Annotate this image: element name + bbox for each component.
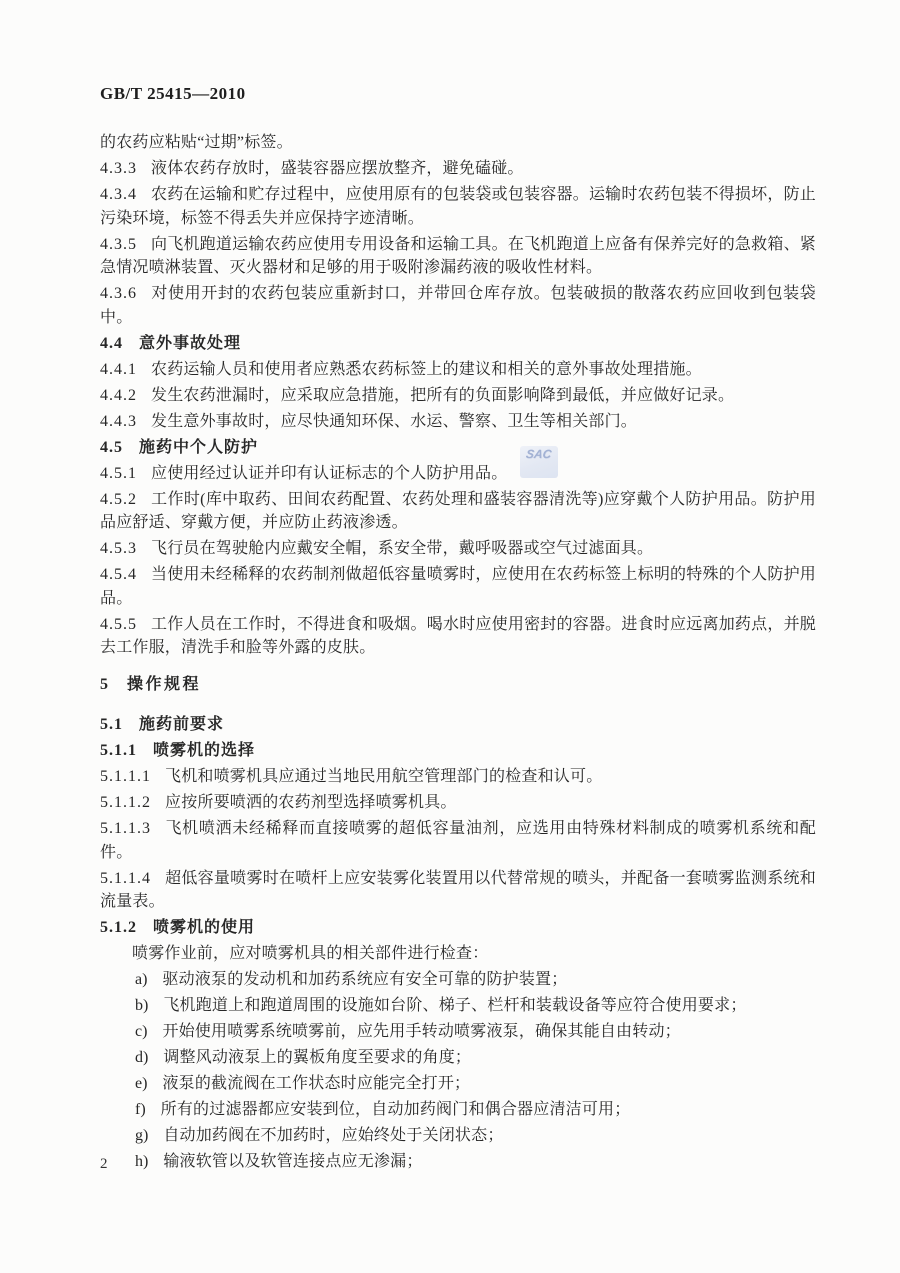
clause-number: h) — [135, 1153, 149, 1170]
clause-paragraph — [100, 131, 816, 155]
clause-text: 工作时(库中取药、田间农药配置、农药处理和盛装容器清洗等)应穿戴个人防护用品。防护用品应舒适、穿戴方便，并应防止药液渗透。 — [100, 490, 816, 531]
clause-text: 飞机跑道上和跑道周围的设施如台阶、梯子、栏杆和装载设备等应符合使用要求； — [163, 997, 747, 1014]
clause-text: 飞机喷洒未经稀释而直接喷雾的超低容量油剂，应选用由特殊材料制成的喷雾机系统和配件。 — [100, 820, 816, 861]
clause-number: 4.4.1 — [100, 360, 137, 378]
clause-number: 5.1.1.4 — [100, 869, 151, 887]
clause-text: 应按所要喷洒的农药剂型选择喷雾机具。 — [165, 794, 457, 811]
clause-number: 4.3.3 — [100, 160, 137, 177]
clause-paragraph — [100, 233, 816, 280]
clause-number: d) — [135, 1049, 149, 1066]
clause-paragraph — [100, 410, 816, 434]
clause-number: 5 — [100, 675, 109, 693]
clause-text: 所有的过滤器都应安装到位，自动加药阀门和偶合器应清洁可用； — [160, 1101, 631, 1118]
clause-paragraph — [100, 867, 816, 914]
clause-paragraph — [100, 157, 816, 181]
clause-text: 喷雾机的使用 — [153, 919, 256, 936]
clause-text: 飞行员在驾驶舱内应戴安全帽，系安全带，戴呼吸器或空气过滤面具。 — [151, 540, 654, 557]
clause-text: 调整风动液泵上的翼板角度至要求的角度； — [163, 1049, 472, 1066]
clause-text: 意外事故处理 — [139, 334, 242, 352]
clause-text: 向飞机跑道运输农药应使用专用设备和运输工具。在飞机跑道上应备有保养完好的急救箱、紧急情况喷淋装置、灭火器材和足够的用于吸附渗漏药液的吸收性材料。 — [100, 235, 816, 276]
clause-text: 自动加药阀在不加药时，应始终处于关闭状态； — [163, 1127, 504, 1144]
clause-heading — [100, 332, 816, 356]
clause-number: 4.5.2 — [100, 490, 137, 508]
clause-text: 飞机和喷雾机具应通过当地民用航空管理部门的检查和认可。 — [165, 768, 603, 785]
clause-number: 5.1.1.3 — [100, 820, 151, 837]
checklist-item — [100, 968, 816, 992]
page-number: 2 — [100, 1156, 108, 1172]
clause-text: 农药在运输和贮存过程中，应使用原有的包装袋或包装容器。运输时农药包装不得损坏，防止污染环境，标签不得丢失并应保持字迹清晰。 — [100, 186, 816, 227]
clause-heading — [100, 713, 816, 737]
clause-text: 应使用经过认证并印有认证标志的个人防护用品。 — [151, 464, 508, 482]
clause-number: f) — [135, 1101, 146, 1118]
clause-text: 液泵的截流阀在工作状态时应能完全打开； — [162, 1075, 471, 1092]
clause-paragraph — [100, 183, 816, 230]
clause-number: 5.1.2 — [100, 919, 137, 936]
clause-number: 4.5.4 — [100, 566, 137, 583]
sac-watermark-text: SAC — [525, 447, 553, 461]
clause-paragraph — [100, 791, 816, 815]
clause-text: 操作规程 — [127, 675, 202, 693]
checklist-item — [100, 1124, 816, 1148]
clause-number: 4.5.1 — [100, 464, 137, 482]
page-content — [100, 84, 816, 1176]
clause-number: 4.3.6 — [100, 285, 137, 302]
clause-paragraph — [100, 462, 816, 486]
clause-text: 输液软管以及软管连接点应无渗漏； — [163, 1153, 423, 1170]
checklist-item — [100, 1098, 816, 1122]
checklist-item — [100, 994, 816, 1018]
clause-text: 发生农药泄漏时，应采取应急措施，把所有的负面影响降到最低，并应做好记录。 — [151, 386, 735, 404]
clause-paragraph — [100, 384, 816, 408]
clause-text: 施药前要求 — [139, 716, 225, 733]
clause-number: g) — [135, 1127, 149, 1144]
clause-number: 4.4 — [100, 334, 123, 352]
standard-number-header: GB/T 25415—2010 — [100, 84, 246, 103]
clause-heading — [100, 739, 816, 763]
clause-text: 工作人员在工作时，不得进食和吸烟。喝水时应使用密封的容器。进食时应远离加药点，并脱去工作服，清洗手和脸等外露的皮肤。 — [100, 615, 816, 656]
clause-paragraph — [100, 817, 816, 864]
checklist-item — [100, 1150, 816, 1174]
clause-number: c) — [135, 1023, 148, 1040]
clause-number: 5.1.1.1 — [100, 768, 151, 785]
clause-number: b) — [135, 997, 149, 1014]
clause-number: 4.3.5 — [100, 235, 137, 253]
checklist-item — [100, 1072, 816, 1096]
clause-number: 4.5 — [100, 438, 123, 456]
clause-heading — [100, 436, 816, 460]
clause-number: 4.4.2 — [100, 386, 137, 404]
clause-heading — [100, 916, 816, 940]
clause-text: 发生意外事故时，应尽快通知环保、水运、警察、卫生等相关部门。 — [151, 412, 638, 430]
clause-text: 开始使用喷雾系统喷雾前，应先用手转动喷雾液泵，确保其能自由转动； — [162, 1023, 681, 1040]
clause-number: 5.1.1.2 — [100, 794, 151, 811]
clause-number: 5.1 — [100, 716, 123, 733]
clause-paragraph — [100, 765, 816, 789]
clause-paragraph — [100, 358, 816, 382]
clause-text: 施药中个人防护 — [139, 438, 259, 456]
clause-text: 的农药应粘贴“过期”标签。 — [100, 134, 293, 151]
clause-number: 4.5.5 — [100, 615, 137, 633]
clause-text: 超低容量喷雾时在喷杆上应安装雾化装置用以代替常规的喷头，并配备一套喷雾监测系统和流量表。 — [100, 869, 816, 910]
clause-paragraph — [100, 488, 816, 535]
clause-text: 农药运输人员和使用者应熟悉农药标签上的建议和相关的意外事故处理措施。 — [151, 360, 702, 378]
clause-paragraph — [100, 282, 816, 329]
clause-number: 4.4.3 — [100, 412, 137, 430]
clause-text: 当使用未经稀释的农药制剂做超低容量喷雾时，应使用在农药标签上标明的特殊的个人防护用品。 — [100, 566, 816, 607]
checklist-item — [100, 1020, 816, 1044]
clause-number: 4.3.4 — [100, 186, 137, 203]
clause-paragraph — [100, 942, 816, 966]
clause-text: 喷雾机的选择 — [153, 742, 256, 759]
clause-number: a) — [135, 971, 148, 988]
clause-text: 驱动液泵的发动机和加药系统应有安全可靠的防护装置； — [162, 971, 568, 988]
sac-watermark — [520, 446, 558, 478]
clause-text: 对使用开封的农药包装应重新封口，并带回仓库存放。包装破损的散落农药应回收到包装袋中。 — [100, 285, 816, 326]
checklist-item — [100, 1046, 816, 1070]
clause-text: 液体农药存放时，盛装容器应摆放整齐，避免磕碰。 — [151, 160, 524, 177]
clause-paragraph — [100, 613, 816, 660]
clause-number: 4.5.3 — [100, 540, 137, 557]
document-body — [100, 131, 816, 1174]
clause-text: 喷雾作业前，应对喷雾机具的相关部件进行检查： — [132, 945, 489, 962]
clause-heading — [100, 673, 816, 697]
clause-number: e) — [135, 1075, 148, 1092]
clause-number: 5.1.1 — [100, 742, 137, 759]
clause-paragraph — [100, 537, 816, 561]
clause-paragraph — [100, 563, 816, 610]
